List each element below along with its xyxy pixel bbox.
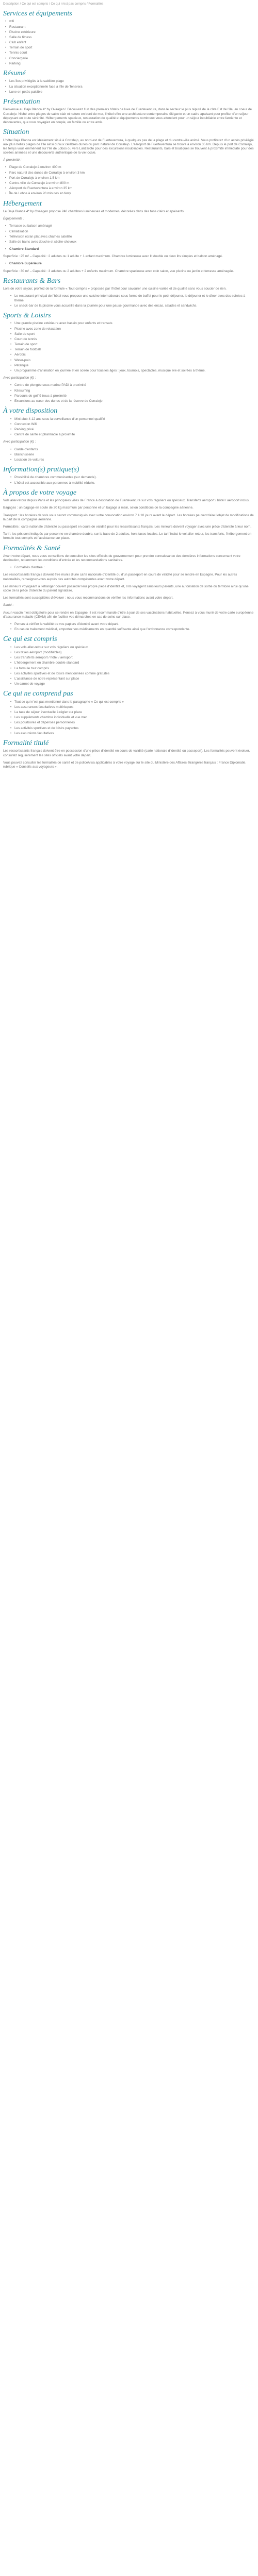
list-item: • Aérobic <box>8 353 255 357</box>
list-item: • Location de voitures <box>8 458 255 462</box>
room-list <box>3 262 255 266</box>
list-item: • Parc naturel des dunes de Corralejo à environ 3 km <box>3 171 255 175</box>
section-title-hebergement: Hébergement <box>3 199 42 208</box>
formalites-list <box>8 566 255 570</box>
list-item: • Tout ce qui n’est pas mentionné dans le paragraphe « Ce qui est compris » <box>8 700 255 704</box>
list-item: • Pensez à vérifier la validité de vos papiers d’identité avant votre départ. <box>8 622 255 626</box>
resume-list <box>3 79 255 94</box>
list-item: • Restaurant <box>3 25 255 29</box>
disposition-payant-heading: Avec participation (€) : <box>3 440 36 444</box>
list-item: • Les îles privilégiés à la sablière plage <box>3 79 255 83</box>
section-title-infos: Information(s) pratique(s) <box>3 466 79 474</box>
room-list <box>3 247 255 251</box>
list-item: • Parking privé <box>8 428 255 432</box>
page <box>0 0 258 777</box>
list-item: • Piscine avec zone de relaxation <box>8 327 255 331</box>
voyage-text: Vols aller-retour depuis Paris et les principales villes de France à destination de Fuerteventura sur vols réguliers ou spéciaux. Transferts aéroport / hôtel / aéroport inclus. <box>3 499 250 503</box>
proximite-heading: À proximité : <box>3 158 22 162</box>
section-title-disposition: À votre disposition <box>3 407 58 415</box>
section-title-voyage: À propos de votre voyage <box>3 488 77 497</box>
list-item: • Centre de plongée sous-marine PADI à proximité <box>8 383 255 387</box>
list-item: • Les vols aller-retour sur vols réguliers ou spéciaux <box>8 646 255 650</box>
list-item: • Les transferts aéroport / hôtel / aéroport <box>8 656 255 660</box>
presentation-text: Bienvenue au Baja Blanca 4* by Ovaagen ! Découvrez l’un des premiers hôtels de luxe de Fuerteventura, dans le secteur le plus réputé de la côte Est de l’île, au coeur de Corralejo. Niché entre plages de sable clair et nature en bord de mer, l’hôtel offre une architecture contemporaine élégante et un cadre apaisant pour profiter d’un séjour dépaysant en toute sérénité. Hébergements spacieux, restauration de qualité et équipements nombreux vous attendent pour un séjour inoubliable entre farniente et découvertes, que vous voyagiez en couple, en famille ou entre amis. <box>3 108 252 124</box>
restaurants-intro: Lors de votre séjour, profitez de la formule « Tout compris » proposée par l’hôtel pour savourer une cuisine variée et de qualité sans vous soucier de rien. <box>3 287 227 291</box>
section-title-formalites: Formalités & Santé <box>3 544 60 552</box>
voyage-text: Tarif : les prix sont indiqués par personne en chambre double, sur la base de 2 adultes, hors taxes locales. Le tarif inclut le vol aller-retour, les transferts, l’hébergement en formule tout compris et l’assistance sur place. <box>3 532 251 540</box>
proximite-list <box>3 165 255 196</box>
list-item: • Tennis court <box>3 51 255 55</box>
list-item: • Lune en pétés paisible <box>3 90 255 94</box>
formalites-text: Aucun vaccin n’est obligatoire pour se rendre en Espagne. Il est recommandé d’être à jour de ses vaccinations habituelles. Pensez à vous munir de votre carte européenne d’assurance maladie (CEAM) afin de faciliter vos démarches en cas de soins sur place. <box>3 611 254 619</box>
list-item: • Plage de Corralejo à environ 400 m <box>3 165 255 170</box>
list-item: • Terrain de sport <box>8 343 255 347</box>
formalite-titule-text: Vous pouvez consulter les formalités de santé et de police/visa applicables à votre voyage sur le site du Ministère des Affaires étrangères français : France Diplomatie, rubrique « Conseils aux voyageurs ». <box>3 760 247 769</box>
list-item: • Les excursions facultatives <box>8 732 255 736</box>
section-title-formalite-titule: Formalité titulé <box>3 739 49 747</box>
list-item: • Le restaurant principal de l’hôtel vous propose une cuisine internationale sous forme de buffet pour le petit-déjeuner, le déjeuner et le dîner avec des soirées à thème. <box>8 294 255 302</box>
list-item: • Un programme d’animation en journée et en soirée pour tous les âges : jeux, tournois, spectacles, musique live et soirées à thème. <box>8 369 255 373</box>
formalites-text: Les ressortissants français doivent être munis d’une carte nationale d’identité ou d’un passeport en cours de validité pour se rendre en Espagne. Pour les autres nationalités, renseignez-vous auprès des autorités compétentes avant votre départ. <box>3 573 237 581</box>
list-item: • En cas de traitement médical, emportez vos médicaments en quantité suffisante ainsi que l’ordonnance correspondante. <box>8 628 255 632</box>
list-item: • Conciergerie <box>3 57 255 61</box>
sports-list <box>8 321 255 373</box>
list-item: • Salle de fitness <box>3 36 255 40</box>
equipements-heading: Équipements : <box>3 217 24 221</box>
disposition-list <box>8 417 255 437</box>
list-item: • Le snack-bar de la piscine vous accueille dans la journée pour une pause gourmande avec des encas, salades et sandwichs. <box>8 304 255 308</box>
formalites-text: Les mineurs voyageant à l’étranger doivent posséder leur propre pièce d’identité et, s’ils voyagent sans leurs parents, une autorisation de sortie du territoire ainsi qu’une copie de la pièce d’identité du parent signataire. <box>3 584 249 593</box>
list-item: • Les assurances facultatives multirisques <box>8 705 255 709</box>
list-item: • Water-polo <box>8 359 255 363</box>
list-item: • Possibilité de chambres communicantes (sur demande). <box>8 476 255 480</box>
sante-heading: Santé : <box>3 603 14 607</box>
list-item: • Les pourboires et dépenses personnelles <box>8 721 255 725</box>
list-item: • wifi <box>3 20 255 24</box>
list-item: • Centre-ville de Corralejo à environ 800 m <box>3 181 255 185</box>
situation-text: L’hôtel Baja Blanca est idéalement situé à Corralejo, au nord-est de Fuerteventura, à quelques pas de la plage et du centre-ville animé. Vous profiterez d’un accès privilégié aux plus belles plages de l’île ainsi qu’aux célèbres dunes du parc naturel de Corralejo. L’aéroport de Fuerteventura se trouve à environ 35 km. Depuis le port de Corralejo, les ferrys vous emmènent sur l’île de Lobos ou vers Lanzarote pour des excursions inoubliables. Restaurants, bars et boutiques se trouvent à proximité immédiate pour des soirées animées et une découverte authentique de la vie locale. <box>3 138 254 155</box>
list-item: • Mini-club 4-12 ans sous la surveillance d’un personnel qualifié <box>8 417 255 421</box>
list-item: • Piscine extérieure <box>3 30 255 35</box>
list-item: • Centre de santé et pharmacie à proximité <box>8 433 255 437</box>
list-item: • Court de tennis <box>8 337 255 342</box>
formalites-text: Les formalités sont susceptibles d’évoluer ; nous vous recommandons de vérifier les informations avant votre départ. <box>3 596 173 600</box>
formalite-titule-text: Les ressortissants français doivent être en possession d’une pièce d’identité en cours de validité (carte nationale d’identité ou passeport). Les formalités peuvent évoluer, consultez régulièrement les sites officiels avant votre départ. <box>3 749 250 757</box>
list-item: • Île de Lobos à environ 20 minutes en ferry <box>3 192 255 196</box>
list-item: • Salle de sport <box>8 332 255 336</box>
room-text: Superficie : 30 m² – Capacité : 3 adultes ou 2 adultes + 2 enfants maximum. Chambre spacieuse avec coin salon, vue piscine ou jardin et terrasse aménagée. <box>3 269 234 273</box>
section-title-restaurants: Restaurants & Bars <box>3 277 61 285</box>
list-item: • Parcours de golf 9 trous à proximité <box>8 394 255 398</box>
formalites-list-2 <box>8 622 255 632</box>
voyage-text: Formalités : carte nationale d’identité ou passeport en cours de validité pour les ressortissants français. Les mineurs doivent voyager avec une pièce d’identité à leur nom. <box>3 524 251 529</box>
services-list <box>3 20 255 66</box>
disposition-payant-list <box>8 448 255 463</box>
list-item: • Club enfant <box>3 41 255 45</box>
list-item: • La formule tout compris <box>8 667 255 671</box>
section-title-noncompris: Ce qui ne comprend pas <box>3 690 73 698</box>
sports-payant-list <box>8 383 255 403</box>
list-item: • Les taxes aéroport (modifiables) <box>8 651 255 655</box>
formalites-text: Avant votre départ, nous vous conseillons de consulter les sites officiels du gouvernement pour prendre connaissance des dernières informations concernant votre destination, notamment les conditions d’entrée et les recommandations sanitaires. <box>3 554 240 563</box>
sports-payant-heading: Avec participation (€) : <box>3 376 36 380</box>
section-title-services: Services et équipements <box>3 9 72 18</box>
noncompris-list <box>8 700 255 736</box>
room-name <box>3 247 255 251</box>
list-item: • L’hébergement en chambre double standard <box>8 661 255 665</box>
list-item: • Terrasse ou balcon aménagé <box>3 224 255 228</box>
list-item: • Une grande piscine extérieure avec bassin pour enfants et transats <box>8 321 255 326</box>
voyage-text: Bagages : un bagage en soute de 20 kg maximum par personne et un bagage à main, selon conditions de la compagnie aérienne. <box>3 506 194 510</box>
list-item: • Excursions au cœur des dunes et de la réserve de Corralejo <box>8 399 255 403</box>
section-title-resume: Résumé <box>3 70 26 78</box>
equipements-list <box>3 224 255 244</box>
room-name <box>3 262 255 266</box>
list-item: • Télévision écran plat avec chaînes satellite <box>3 235 255 239</box>
list-item: • Blanchisserie <box>8 453 255 457</box>
breadcrumb: Description / Ce qui est compris / Ce qui n’est pas compris / Formalités <box>3 2 104 6</box>
list-item: • La taxe de séjour éventuelle à régler sur place <box>8 710 255 715</box>
list-item: • Les activités sportives et de loisirs mentionnées comme gratuites <box>8 672 255 676</box>
infos-list <box>8 476 255 485</box>
room-name-label: Chambre Standard <box>9 247 39 251</box>
room-text: Superficie : 25 m² – Capacité : 2 adultes ou 1 adulte + 1 enfant maximum. Chambre lumineuse avec lit double ou deux lits simples et balcon aménagé. <box>3 255 223 259</box>
list-item: • Formalités d’entrée : <box>8 566 255 570</box>
list-item: • Salle de bains avec douche et sèche-cheveux <box>3 240 255 244</box>
hebergement-intro: Le Baja Blanca 4* by Ovaagen propose 240 chambres lumineuses et modernes, décorées dans des tons clairs et apaisants. <box>3 209 185 213</box>
list-item: • Port de Corralejo à environ 1,5 km <box>3 176 255 180</box>
list-item: • Kitesurfing <box>8 389 255 393</box>
list-item: • Garde d’enfants <box>8 448 255 452</box>
list-item: • Pétanque <box>8 364 255 368</box>
list-item: • L’assistance de notre représentant sur place <box>8 677 255 681</box>
section-title-sports: Sports & Loisirs <box>3 311 51 319</box>
list-item: • Climatisation <box>3 230 255 234</box>
list-item: • Terrain de sport <box>3 46 255 50</box>
list-item: • Les activités sportives et de loisirs payantes <box>8 726 255 731</box>
room-name-label: Chambre Supérieure <box>9 262 42 266</box>
section-title-situation: Situation <box>3 128 29 137</box>
list-item: • Parking <box>3 62 255 66</box>
list-item: • La situation exceptionnelle face à l’île de Tenerera <box>3 85 255 89</box>
list-item: • Un carnet de voyage <box>8 682 255 686</box>
list-item: • Aéroport de Fuerteventura à environ 35 km <box>3 187 255 191</box>
list-item: • Connexion Wifi <box>8 422 255 427</box>
list-item: • Les suppléments chambre individuelle et vue mer <box>8 716 255 720</box>
list-item: • L’hôtel est accessible aux personnes à mobilité réduite. <box>8 481 255 485</box>
voyage-text: Transport : les horaires de vols vous seront communiqués avec votre convocation environ 7 à 10 jours avant le départ. Les horaires peuvent faire l’objet de modifications de la part de la compagnie aérienne. <box>3 513 254 521</box>
restaurants-list <box>8 294 255 308</box>
list-item: • Terrain de football <box>8 348 255 352</box>
compris-list <box>8 646 255 687</box>
section-title-compris: Ce qui est compris <box>3 635 57 643</box>
section-title-presentation: Présentation <box>3 97 40 106</box>
